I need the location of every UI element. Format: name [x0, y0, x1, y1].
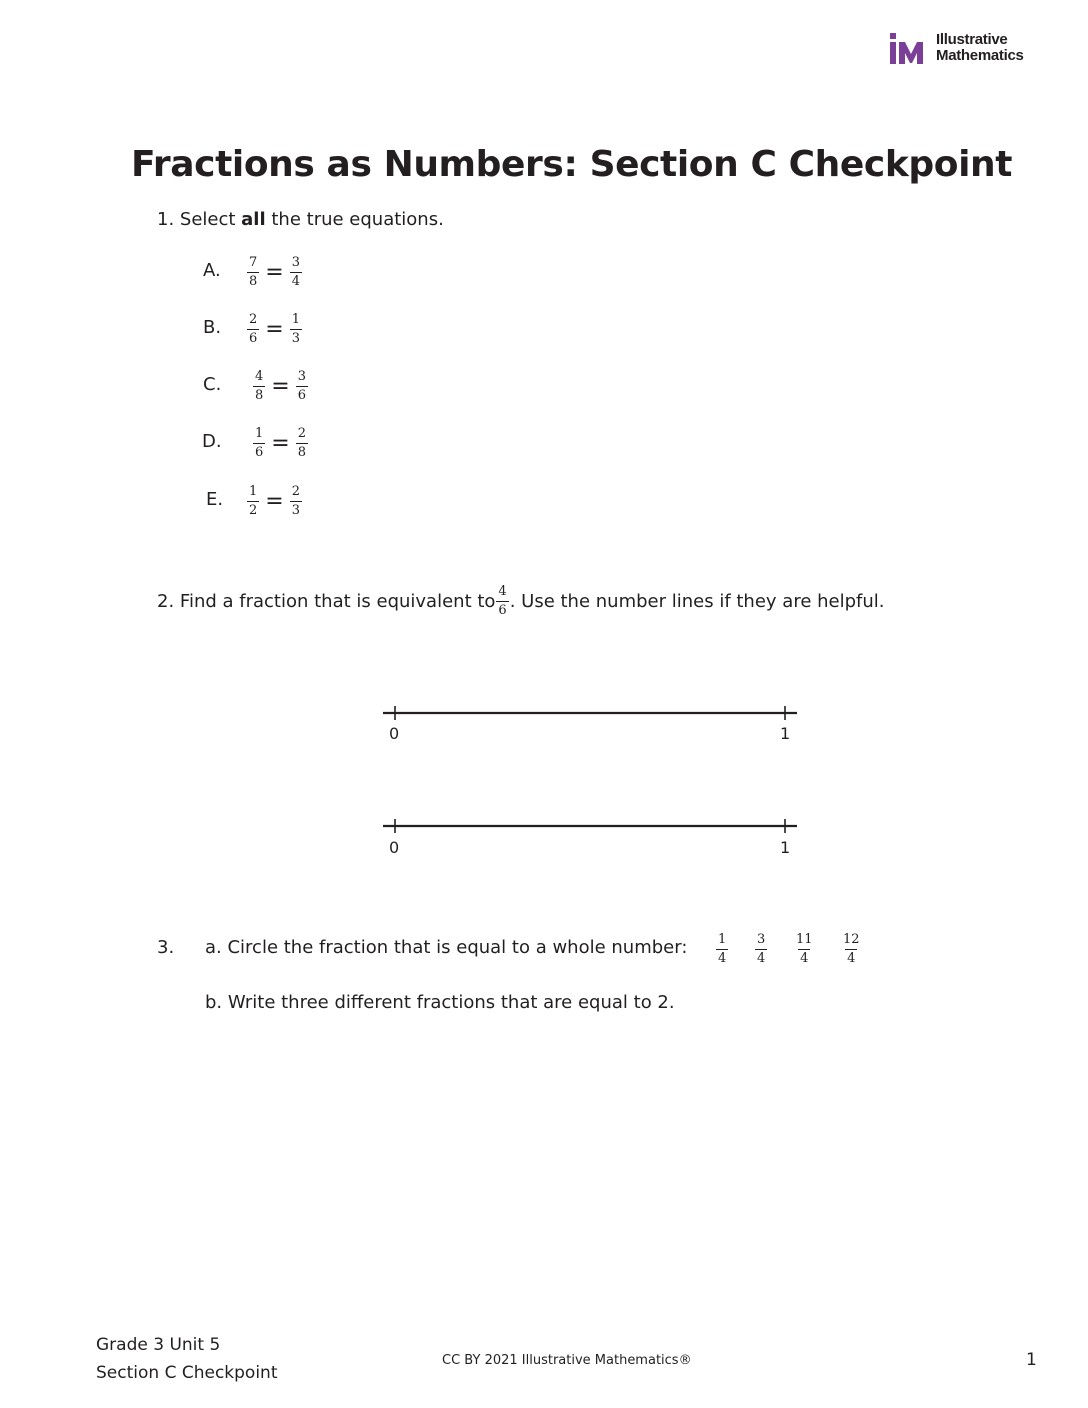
- im-logo-icon: [889, 32, 929, 64]
- question-3a-prompt: a. Circle the fraction that is equal to a whole number:: [205, 937, 688, 958]
- q1-prefix: 1. Select: [157, 209, 242, 230]
- number-line-1-end-label: 1: [780, 724, 791, 743]
- q1-emphasis: all: [241, 209, 266, 230]
- denominator: 3: [291, 503, 300, 518]
- option-letter: C.: [203, 374, 222, 395]
- footer-license: CC BY 2021 Illustrative Mathematics®: [442, 1353, 692, 1368]
- q2-suffix: . Use the number lines if they are helpful.: [509, 591, 885, 612]
- numerator: 1: [718, 932, 727, 947]
- fraction-left: [253, 427, 265, 460]
- brand-line-2: Mathematics: [936, 47, 1024, 64]
- denominator: 2: [249, 503, 258, 518]
- number-line-2: [380, 816, 800, 836]
- numerator: 3: [291, 255, 300, 270]
- number-line-2-start-label: 0: [389, 838, 400, 857]
- question-1-prompt: [157, 209, 444, 230]
- numerator: 1: [249, 484, 258, 499]
- numerator: 3: [757, 932, 766, 947]
- q3-fraction-option-2[interactable]: [755, 933, 767, 966]
- q2-prefix: 2. Find a fraction that is equivalent to: [157, 591, 496, 612]
- equals-sign: =: [265, 259, 284, 285]
- option-letter: D.: [202, 431, 222, 452]
- equals-sign: =: [265, 316, 284, 342]
- question-2-prompt: [157, 585, 885, 618]
- q3-fraction-option-1[interactable]: [716, 933, 728, 966]
- option-letter: E.: [206, 489, 224, 510]
- denominator: 4: [757, 951, 766, 966]
- numerator: 2: [249, 312, 258, 327]
- numerator: 1: [255, 426, 264, 441]
- equals-sign: =: [265, 488, 284, 514]
- fraction-right: [290, 485, 302, 518]
- equation: [247, 485, 302, 518]
- question-3b-prompt: b. Write three different fractions that are equal to 2.: [205, 992, 675, 1013]
- denominator: 3: [291, 331, 300, 346]
- denominator: 4: [847, 951, 856, 966]
- number-line-1-start-label: 0: [389, 724, 400, 743]
- q3-fraction-option-3[interactable]: [794, 933, 815, 966]
- numerator: 12: [843, 932, 860, 947]
- fraction: [755, 933, 767, 966]
- fraction: [841, 933, 862, 966]
- equation: [253, 370, 308, 403]
- denominator: 6: [297, 388, 306, 403]
- q2-fraction: [496, 585, 508, 618]
- numerator: 2: [297, 426, 306, 441]
- numerator: 4: [498, 584, 507, 599]
- numerator: 7: [249, 255, 258, 270]
- denominator: 4: [291, 274, 300, 289]
- question-3-number: 3.: [157, 937, 175, 958]
- fraction: [716, 933, 728, 966]
- numerator: 2: [291, 484, 300, 499]
- number-line-2-end-label: 1: [780, 838, 791, 857]
- fraction-right: [290, 256, 302, 289]
- numerator: 4: [255, 369, 264, 384]
- equation: [253, 427, 308, 460]
- denominator: 4: [718, 951, 727, 966]
- page-number: 1: [1026, 1350, 1037, 1370]
- equals-sign: =: [271, 373, 290, 399]
- fraction-left: [253, 370, 265, 403]
- option-letter: B.: [203, 317, 222, 338]
- number-line-1: [380, 703, 800, 723]
- footer-section: Section C Checkpoint: [96, 1363, 278, 1383]
- fraction-left: [247, 313, 259, 346]
- denominator: 6: [255, 445, 264, 460]
- q1-suffix: the true equations.: [265, 209, 444, 230]
- brand-wordmark: [936, 32, 1024, 64]
- fraction-right: [296, 427, 308, 460]
- fraction-right: [296, 370, 308, 403]
- equals-sign: =: [271, 430, 290, 456]
- denominator: 6: [498, 603, 507, 618]
- denominator: 6: [249, 331, 258, 346]
- brand-line-1: Illustrative: [936, 31, 1008, 48]
- denominator: 8: [249, 274, 258, 289]
- fraction-right: [290, 313, 302, 346]
- denominator: 4: [800, 951, 809, 966]
- numerator: 3: [297, 369, 306, 384]
- fraction-left: [247, 485, 259, 518]
- numerator: 11: [796, 932, 813, 947]
- fraction-left: [247, 256, 259, 289]
- fraction: [794, 933, 815, 966]
- q3-fraction-option-4[interactable]: [841, 933, 862, 966]
- page-title: Fractions as Numbers: Section C Checkpoint: [131, 144, 1013, 185]
- equation: [247, 256, 302, 289]
- footer-grade-unit: Grade 3 Unit 5: [96, 1335, 221, 1355]
- denominator: 8: [297, 445, 306, 460]
- numerator: 1: [291, 312, 300, 327]
- equation: [247, 313, 302, 346]
- option-letter: A.: [203, 260, 221, 281]
- denominator: 8: [255, 388, 264, 403]
